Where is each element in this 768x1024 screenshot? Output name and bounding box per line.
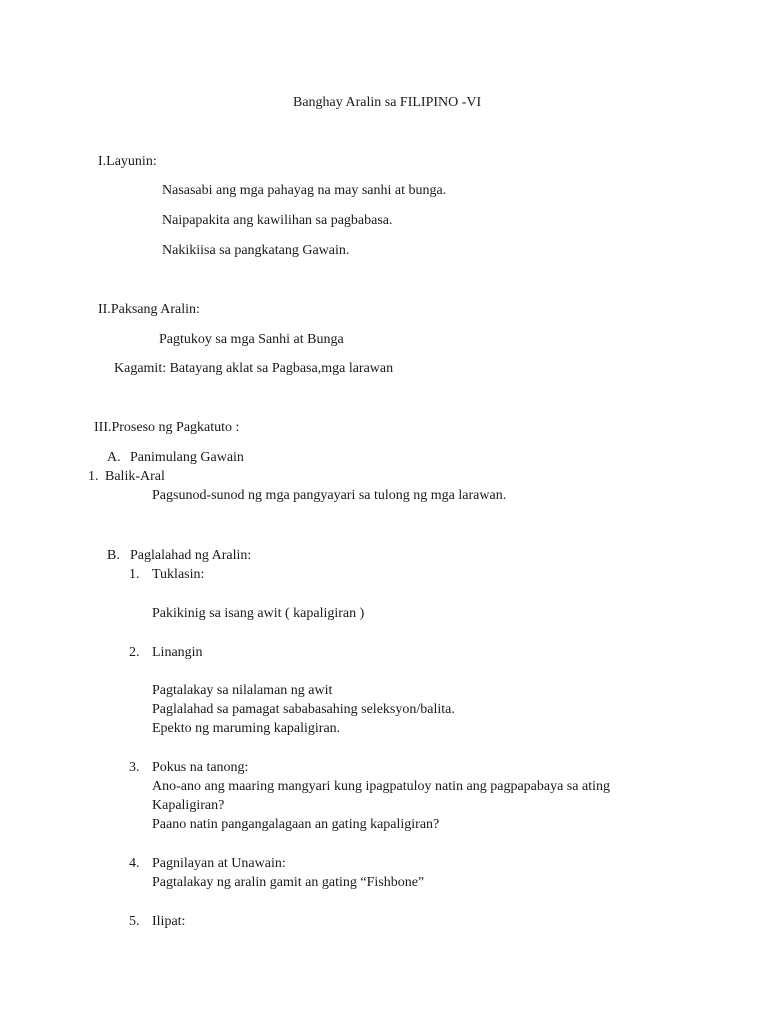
step-5-marker: 5. bbox=[129, 914, 140, 929]
step-2-line-1: Pagtalakay sa nilalaman ng awit bbox=[152, 683, 333, 698]
objective-1: Nasasabi ang mga pahayag na may sanhi at bunga. bbox=[162, 183, 447, 198]
objective-3: Nakikiisa sa pangkatang Gawain. bbox=[162, 243, 350, 258]
lesson-topic: Pagtukoy sa mga Sanhi at Bunga bbox=[159, 332, 344, 347]
part-a-label: Panimulang Gawain bbox=[130, 450, 244, 465]
step-2-label: Linangin bbox=[152, 645, 203, 660]
step-5-label: Ilipat: bbox=[152, 914, 186, 929]
part-b-label: Paglalahad ng Aralin: bbox=[130, 548, 252, 563]
step-3-line-2: Kapaligiran? bbox=[152, 798, 225, 813]
step-2-marker: 2. bbox=[129, 645, 140, 660]
section-2-heading: II.Paksang Aralin: bbox=[98, 302, 200, 317]
step-4-label: Pagnilayan at Unawain: bbox=[152, 856, 286, 871]
step-1-line-1: Pakikinig sa isang awit ( kapaligiran ) bbox=[152, 606, 365, 621]
step-1-marker: 1. bbox=[129, 567, 140, 582]
part-a-marker: A. bbox=[107, 450, 121, 465]
part-a-item-1-label: Balik-Aral bbox=[105, 469, 165, 484]
objective-2: Naipapakita ang kawilihan sa pagbabasa. bbox=[162, 213, 393, 228]
part-a-item-1-text: Pagsunod-sunod ng mga pangyayari sa tulong ng mga larawan. bbox=[152, 488, 507, 503]
step-3-label: Pokus na tanong: bbox=[152, 760, 249, 775]
step-4-line-1: Pagtalakay ng aralin gamit an gating “Fishbone” bbox=[152, 875, 425, 890]
step-4-marker: 4. bbox=[129, 856, 140, 871]
step-3-line-1: Ano-ano ang maaring mangyari kung ipagpatuloy natin ang pagpapabaya sa ating bbox=[152, 779, 610, 794]
step-3-marker: 3. bbox=[129, 760, 140, 775]
step-2-line-2: Paglalahad sa pamagat sababasahing seleksyon/balita. bbox=[152, 702, 455, 717]
step-3-line-3: Paano natin pangangalagaan an gating kapaligiran? bbox=[152, 817, 440, 832]
section-3-heading: III.Proseso ng Pagkatuto : bbox=[94, 420, 240, 435]
section-1-heading: I.Layunin: bbox=[98, 154, 157, 169]
step-2-line-3: Epekto ng maruming kapaligiran. bbox=[152, 721, 341, 736]
lesson-materials: Kagamit: Batayang aklat sa Pagbasa,mga larawan bbox=[114, 361, 394, 376]
document-title: Banghay Aralin sa FILIPINO -VI bbox=[293, 95, 482, 110]
part-a-item-1-marker: 1. bbox=[88, 469, 99, 484]
part-b-marker: B. bbox=[107, 548, 120, 563]
step-1-label: Tuklasin: bbox=[152, 567, 205, 582]
